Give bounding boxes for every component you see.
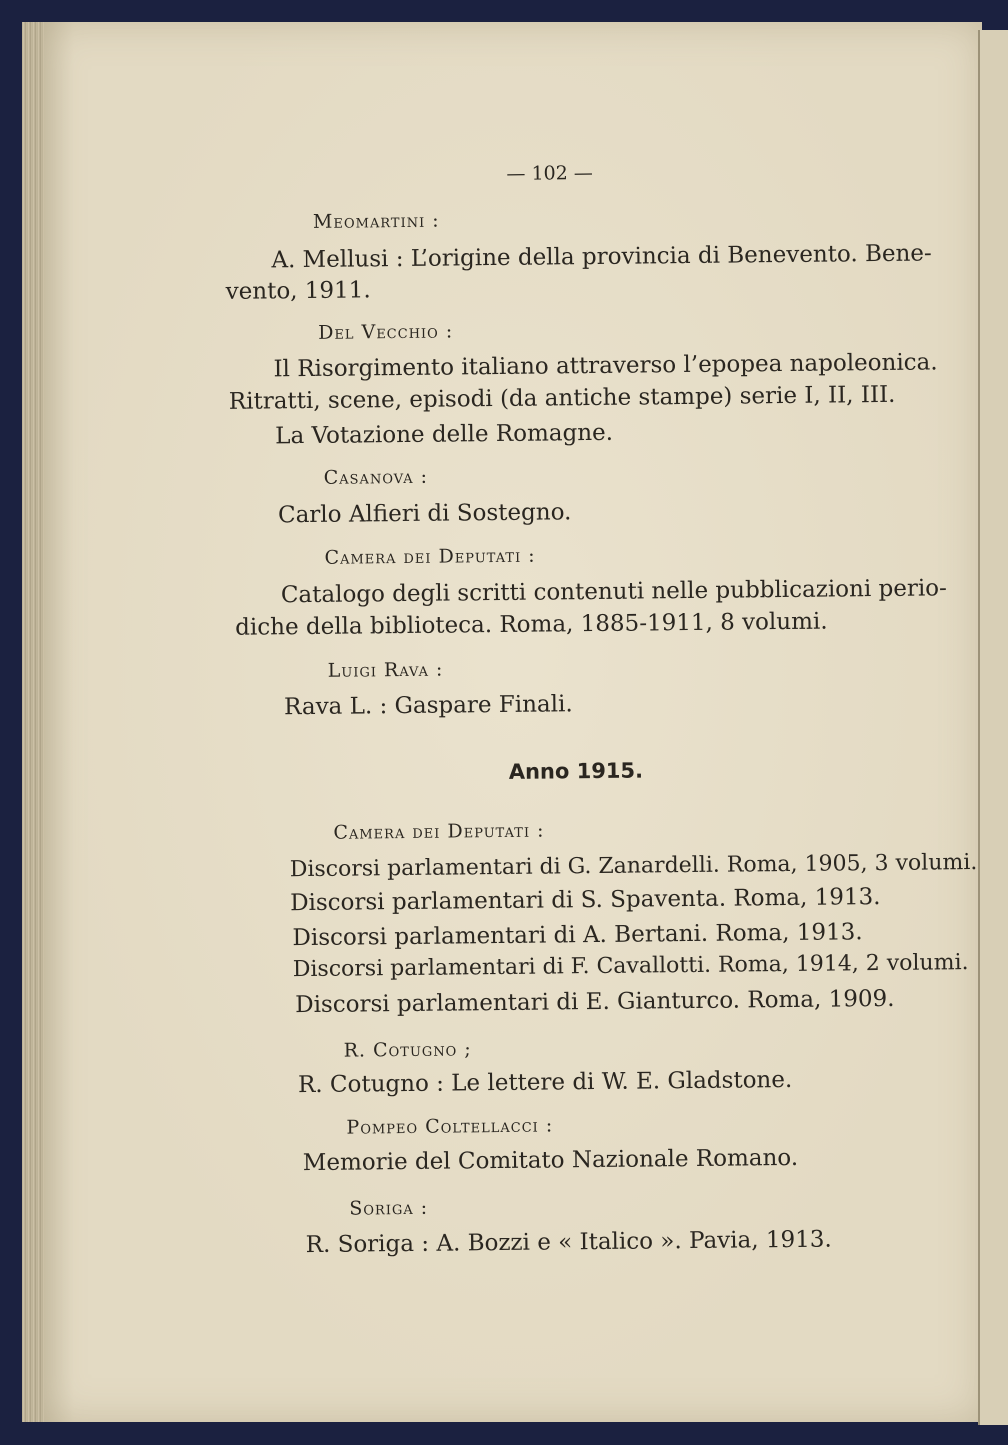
entry-line: Discorsi parlamentari di E. Gianturco. Roma, 1909. bbox=[295, 985, 895, 1019]
entry-line: Il Risorgimento italiano attraverso l’epopea napoleonica. bbox=[273, 349, 938, 383]
section-heading: Pompeo Coltellacci : bbox=[346, 1114, 554, 1139]
entry-line: R. Soriga : A. Bozzi e « Italico ». Pavia, 1913. bbox=[305, 1226, 832, 1259]
entry-line: Rava L. : Gaspare Finali. bbox=[283, 691, 573, 721]
section-heading: Luigi Rava : bbox=[327, 658, 444, 682]
entry-line: diche della biblioteca. Roma, 1885-1911, 8 volumi. bbox=[235, 608, 828, 641]
entry-line: A. Mellusi : L’origine della provincia di Benevento. Bene- bbox=[271, 240, 932, 274]
entry-line: Discorsi parlamentari di F. Cavallotti. Roma, 1914, 2 volumi. bbox=[292, 950, 969, 983]
entry-line: Catalogo degli scritti contenuti nelle pubblicazioni perio- bbox=[280, 575, 948, 609]
page-number: — 102 — bbox=[506, 161, 593, 185]
entry-line: R. Cotugno : Le lettere di W. E. Gladstone. bbox=[297, 1066, 793, 1099]
entry-line: Discorsi parlamentari di G. Zanardelli. Roma, 1905, 3 volumi. bbox=[289, 850, 978, 883]
entry-line: Carlo Alfieri di Sostegno. bbox=[277, 499, 572, 529]
section-heading: R. Cotugno ; bbox=[343, 1038, 472, 1062]
year-heading: Anno 1915. bbox=[508, 758, 644, 784]
entry-line: Discorsi parlamentari di A. Bertani. Roma, 1913. bbox=[292, 919, 863, 952]
entry-line: Memorie del Comitato Nazionale Romano. bbox=[302, 1144, 799, 1177]
entry-line: Discorsi parlamentari di S. Spaventa. Roma, 1913. bbox=[289, 884, 881, 917]
section-heading: Camera dei Deputati : bbox=[324, 544, 536, 569]
section-heading: Camera dei Deputati : bbox=[333, 819, 545, 844]
entry-line: La Votazione delle Romagne. bbox=[275, 419, 614, 450]
section-heading: Del Vecchio : bbox=[318, 320, 454, 344]
section-heading: Casanova : bbox=[323, 465, 429, 489]
section-heading: Soriga : bbox=[349, 1196, 429, 1220]
section-heading: Meomartini : bbox=[312, 209, 440, 233]
entry-line: Ritratti, scene, episodi (da antiche stampe) serie I, II, III. bbox=[228, 381, 896, 415]
entry-line: vento, 1911. bbox=[225, 277, 371, 305]
